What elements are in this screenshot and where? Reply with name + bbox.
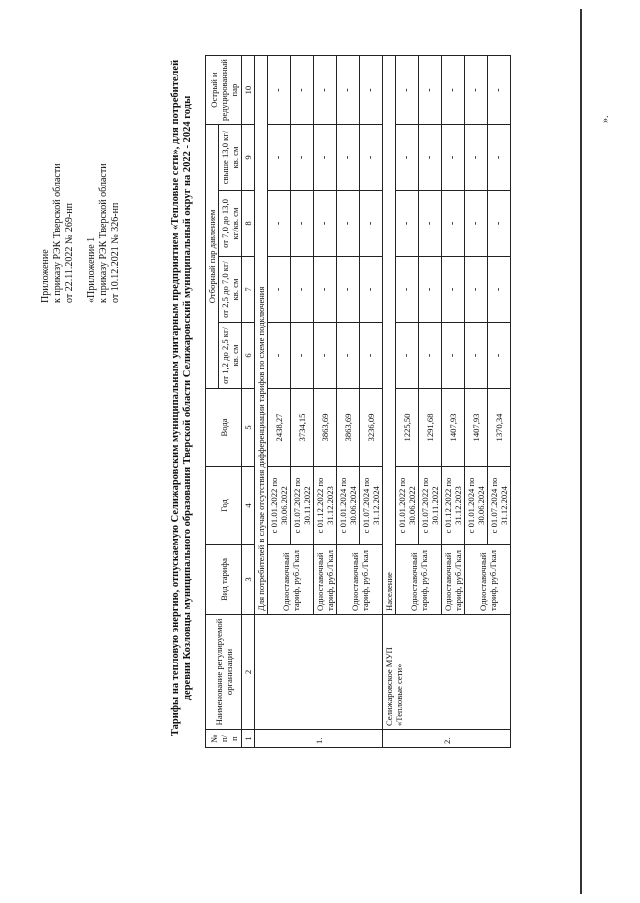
dash-cell: - [419,191,442,257]
dash-cell: - [337,323,360,389]
dash-cell: - [360,56,383,125]
dash-cell: - [314,191,337,257]
water-value: 3863,69 [337,389,360,467]
dash-cell: - [291,56,314,125]
dash-cell: - [442,125,465,191]
dash-cell: - [268,257,291,323]
col-number: 9 [242,125,255,191]
dash-cell: - [337,191,360,257]
tariff-type-cell: Одноставочный тариф, руб./Гкал [268,545,314,615]
tariff-table [205,55,511,748]
tariff-type-cell: Одноставочный тариф, руб./Гкал [396,545,442,615]
closing-quote: ». [600,115,611,123]
tariff-type-cell: Одноставочный тариф, руб./Гкал [442,545,465,615]
header-steam-2: от 2,5 до 7,0 кг/кв. см [219,257,242,323]
period-cell: с 01.07.2022 по 30.11.2022 [291,467,314,545]
period-cell: с 01.01.2022 по 30.06.2022 [396,467,419,545]
col-number: 2 [242,615,255,730]
header-org: Наименование регулируемой организации [206,615,242,730]
title-line: деревни Козловцы муниципального образования Тверской области Селижаровский муниципальный округ на 2022 - 2024 годы [182,95,193,701]
dash-cell: - [396,125,419,191]
col-number: 7 [242,257,255,323]
header-year: Год [206,467,242,545]
header-tariff-type: Вид тарифа [206,545,242,615]
dash-cell: - [465,323,488,389]
dash-cell: - [268,191,291,257]
period-cell: с 01.12.2022 по 31.12.2023 [442,467,465,545]
dash-cell: - [360,191,383,257]
dash-cell: - [465,257,488,323]
org-cell: Селижаровское МУП «Тепловые сети» [383,615,511,730]
dash-cell: - [396,323,419,389]
water-value: 1225,50 [396,389,419,467]
water-value: 3863,69 [314,389,337,467]
dash-cell: - [268,56,291,125]
row-num: 1. [255,730,383,748]
period-cell: с 01.12.2022 по 31.12.2023 [314,467,337,545]
table-row [383,56,396,748]
col-number: 4 [242,467,255,545]
dash-cell: - [314,125,337,191]
dash-cell: - [419,257,442,323]
dash-cell: - [360,125,383,191]
dash-cell: - [291,257,314,323]
appendix-line: «Приложение 1 [86,236,97,303]
col-number: 3 [242,545,255,615]
header-steam-3: от 7,0 до 13,0 кг/кв. см [219,191,242,257]
dash-cell: - [337,125,360,191]
dash-cell: - [396,56,419,125]
header-steam-4: свыше 13,0 кг/кв. см [219,125,242,191]
header-num: № п/ п [206,730,242,748]
header-water: Вода [206,389,242,467]
section-label: Население [383,56,396,615]
water-value: 1407,93 [442,389,465,467]
col-number: 1 [242,730,255,748]
dash-cell: - [291,323,314,389]
dash-cell: - [291,125,314,191]
org-cell [255,615,383,730]
dash-cell: - [268,323,291,389]
period-cell: с 01.07.2024 по 31.12.2024 [488,467,511,545]
col-number: 6 [242,323,255,389]
header-steam-group: Отборный пар давлением [206,125,219,389]
dash-cell: - [360,323,383,389]
row-num: 2. [383,730,511,748]
dash-cell: - [291,191,314,257]
header-steam-1: от 1,2 до 2,5 кг/кв. см [219,323,242,389]
period-cell: с 01.01.2024 по 30.06.2024 [337,467,360,545]
tariff-type-cell: Одноставочный тариф, руб./Гкал [314,545,337,615]
dash-cell: - [442,323,465,389]
dash-cell: - [465,125,488,191]
dash-cell: - [465,191,488,257]
dash-cell: - [360,257,383,323]
dash-cell: - [419,125,442,191]
tariff-type-cell: Одноставочный тариф, руб./Гкал [465,545,511,615]
dash-cell: - [337,56,360,125]
col-number: 5 [242,389,255,467]
dash-cell: - [396,191,419,257]
period-cell: с 01.07.2022 по 30.11.2022 [419,467,442,545]
dash-cell: - [488,125,511,191]
document-title [170,48,194,748]
dash-cell: - [419,323,442,389]
appendix-line: к приказу РЭК Тверской области [98,163,109,303]
dash-cell: - [337,257,360,323]
water-value: 3734,15 [291,389,314,467]
dash-cell: - [442,191,465,257]
dash-cell: - [488,323,511,389]
dash-cell: - [488,191,511,257]
dash-cell: - [488,257,511,323]
appendix-block [40,163,122,303]
tariff-type-cell: Одноставочный тариф, руб./Гкал [337,545,383,615]
dash-cell: - [396,257,419,323]
footer-rule [580,9,582,894]
col-number: 8 [242,191,255,257]
appendix-line: от 10.12.2021 № 326-нп [110,202,121,303]
appendix-line: Приложение [40,249,51,303]
dash-cell: - [314,323,337,389]
dash-cell: - [314,56,337,125]
dash-cell: - [268,125,291,191]
table-row [255,56,268,748]
col-number: 10 [242,56,255,125]
dash-cell: - [442,257,465,323]
header-sharp-steam: Острый и редуцированный пар [206,56,242,125]
period-cell: с 01.01.2024 по 30.06.2024 [465,467,488,545]
dash-cell: - [442,56,465,125]
water-value: 3236,09 [360,389,383,467]
appendix-line: к приказу РЭК Тверской области [52,163,63,303]
title-line: Тарифы на тепловую энергию, отпускаемую Селижаровским муниципальным унитарным предприятием «Тепловые сети», для потребителей [170,59,181,737]
appendix-line: от 22.11.2022 № 269-нп [64,203,75,303]
dash-cell: - [488,56,511,125]
water-value: 1407,93 [465,389,488,467]
dash-cell: - [465,56,488,125]
section-label: Для потребителей в случае отсутствия дифференциации тарифов по схеме подключения [255,56,268,615]
period-cell: с 01.01.2022 по 30.06.2022 [268,467,291,545]
water-value: 1370,34 [488,389,511,467]
period-cell: с 01.07.2024 по 31.12.2024 [360,467,383,545]
water-value: 2438,27 [268,389,291,467]
column-number-row [242,56,255,748]
dash-cell: - [314,257,337,323]
water-value: 1291,68 [419,389,442,467]
dash-cell: - [419,56,442,125]
